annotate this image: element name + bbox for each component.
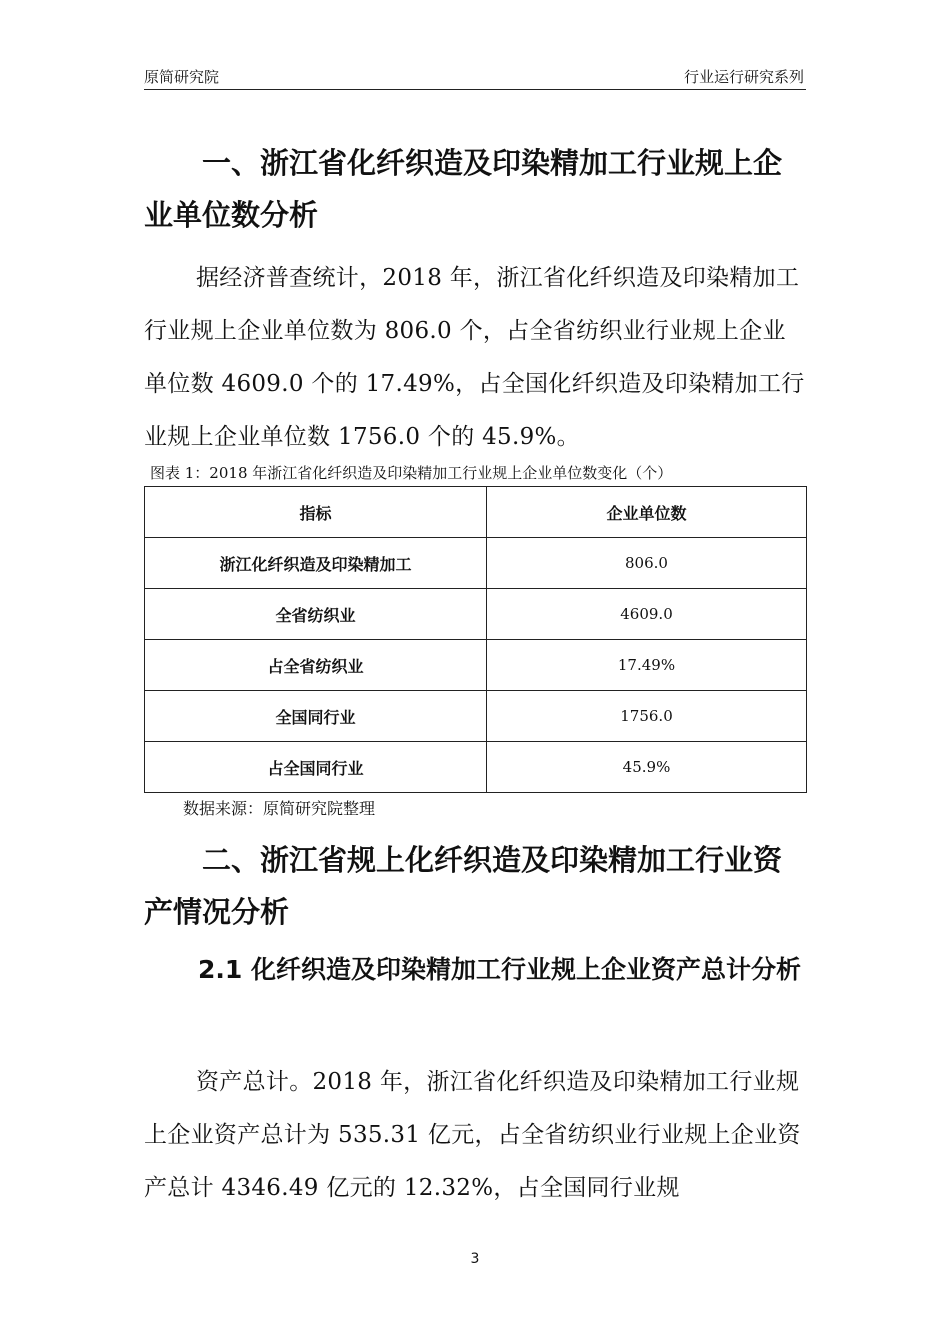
row-label: 占全省纺织业 [145, 640, 487, 691]
enterprise-count-table [144, 486, 807, 793]
table-row [145, 589, 807, 640]
table-header-row [145, 487, 807, 538]
table-row [145, 538, 807, 589]
section1-heading: 一、浙江省化纤织造及印染精加工行业规上企业单位数分析 [144, 146, 783, 232]
row-value: 45.9% [487, 742, 807, 793]
row-value: 1756.0 [487, 691, 807, 742]
column-header-indicator: 指标 [145, 487, 487, 538]
row-value: 806.0 [487, 538, 807, 589]
header-divider [144, 89, 806, 90]
header-org-name: 原简研究院 [144, 68, 220, 86]
table-row [145, 742, 807, 793]
column-header-count: 企业单位数 [487, 487, 807, 538]
section2-heading: 二、浙江省规上化纤织造及印染精加工行业资产情况分析 [144, 843, 783, 929]
row-label: 浙江化纤织造及印染精加工 [145, 538, 487, 589]
header-series-name: 行业运行研究系列 [683, 68, 804, 86]
row-value: 17.49% [487, 640, 807, 691]
table-row [145, 691, 807, 742]
section2-paragraph: 资产总计。2018 年，浙江省化纤织造及印染精加工行业规上企业资产总计为 535.31 亿元，占全省纺织业行业规上企业资产总计 4346.49 亿元的 12.32%，占全国同行业规 [144, 1069, 801, 1201]
section1-paragraph: 据经济普查统计，2018 年，浙江省化纤织造及印染精加工行业规上企业单位数为 806.0 个，占全省纺织业行业规上企业单位数 4609.0 个的 17.49%，占全国化纤织造及印染精加工行业规上企业单位数 1756.0 个的 45.9%。 [144, 265, 805, 450]
page-number: 3 [470, 1251, 480, 1267]
table-source-note: 数据来源：原简研究院整理 [183, 799, 376, 818]
table-row [145, 640, 807, 691]
row-label: 占全国同行业 [145, 742, 487, 793]
row-value: 4609.0 [487, 589, 807, 640]
subsection-2-1-heading: 2.1 化纤织造及印染精加工行业规上企业资产总计分析 [198, 955, 801, 984]
row-label: 全国同行业 [145, 691, 487, 742]
row-label: 全省纺织业 [145, 589, 487, 640]
table-caption: 图表 1：2018 年浙江省化纤织造及印染精加工行业规上企业单位数变化（个） [150, 464, 673, 482]
